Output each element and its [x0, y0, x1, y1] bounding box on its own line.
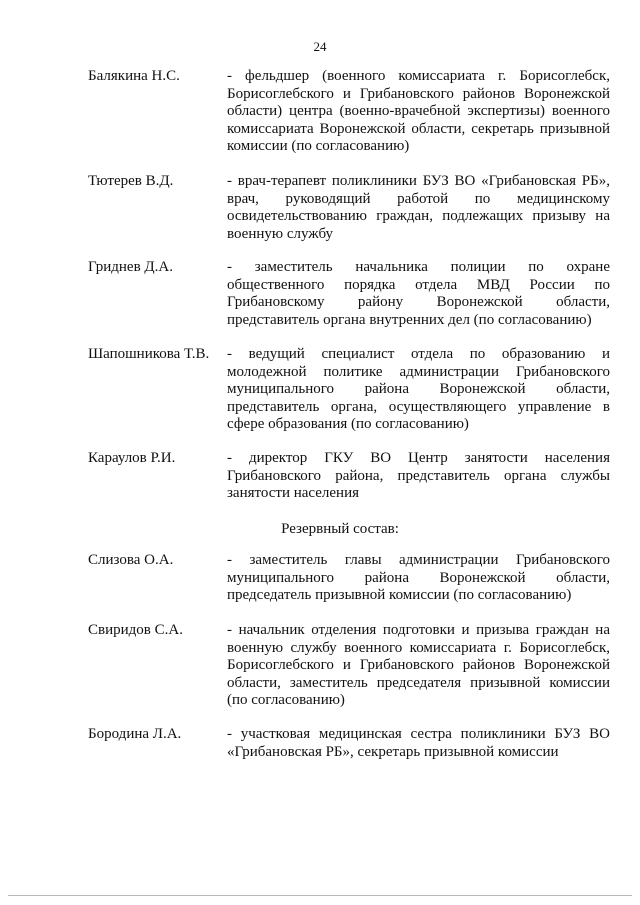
scan-edge-line: [8, 895, 632, 896]
member-role: - директор ГКУ ВО Центр занятости населения Грибановского района, представитель органа службы занятости населения: [227, 450, 610, 502]
member-name: Гриднев Д.А.: [88, 259, 173, 275]
member-name: Свиридов С.А.: [88, 622, 183, 638]
member-role: - ведущий специалист отдела по образованию и молодежной политике администрации Грибановского муниципального района Воронежской области, представитель органа, осуществляющего управление в сфере образования (по согласованию): [227, 346, 610, 433]
member-name: Слизова О.А.: [88, 552, 174, 568]
reserve-heading: Резервный состав:: [281, 521, 399, 537]
page-number: 24: [313, 39, 327, 54]
member-role: - заместитель главы администрации Грибановского муниципального района Воронежской области, председатель призывной комиссии (по согласованию): [227, 552, 610, 604]
member-role: - участковая медицинская сестра поликлиники БУЗ ВО «Грибановская РБ», секретарь призывной комиссии: [227, 726, 610, 760]
member-role: - фельдшер (военного комиссариата г. Борисоглебск, Борисоглебского и Грибановского районов Воронежской области) центра (военно-врачебной экспертизы) военного комиссариата Воронежской области, секретарь призывной комиссии (по согласованию): [227, 68, 610, 155]
member-name: Балякина Н.С.: [88, 68, 180, 84]
member-name: Тютерев В.Д.: [88, 173, 174, 189]
member-role: - врач-терапевт поликлиники БУЗ ВО «Грибановская РБ», врач, руководящий работой по медицинскому освидетельствованию граждан, подлежащих призыву на военную службу: [227, 173, 610, 242]
member-role: - начальник отделения подготовки и призыва граждан на военную службу военного комиссариата г. Борисоглебск, Борисоглебского и Грибановского районов Воронежской области, заместитель председателя призывной комиссии (по согласованию): [227, 622, 610, 709]
member-role: - заместитель начальника полиции по охране общественного порядка отдела МВД России по Грибановскому району Воронежской области, представитель органа внутренних дел (по согласованию): [227, 259, 610, 328]
member-name: Караулов Р.И.: [88, 450, 176, 466]
member-name: Шапошникова Т.В.: [88, 346, 210, 362]
member-name: Бородина Л.А.: [88, 726, 182, 742]
